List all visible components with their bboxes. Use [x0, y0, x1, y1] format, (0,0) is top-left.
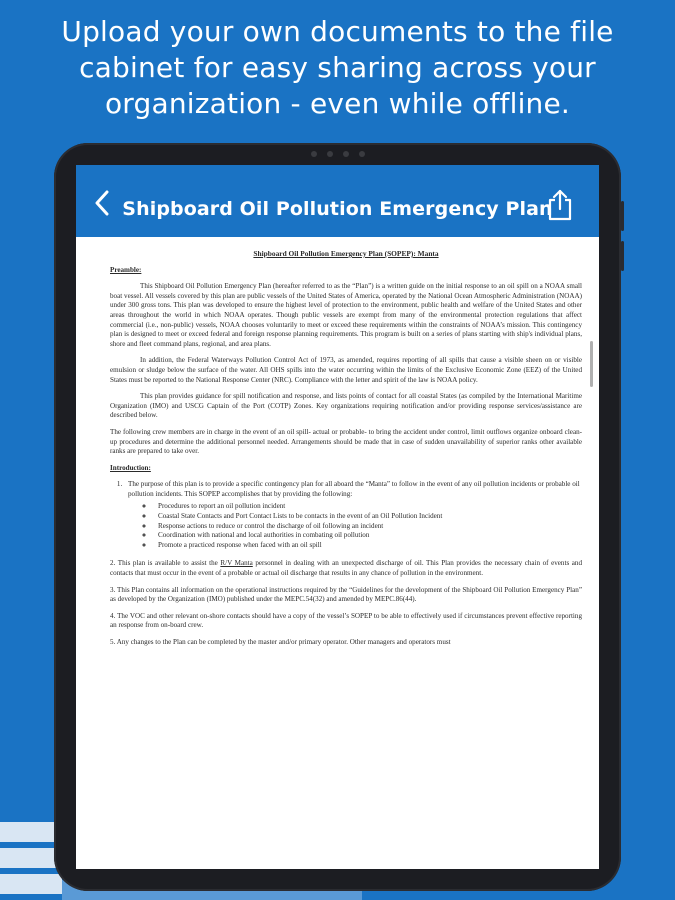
paragraph-2	[110, 559, 582, 578]
intro-item-text: The purpose of this plan is to provide a specific contingency plan for all aboard the “Manta” to follow in the event of any oil pollution incidents or probable oil pollution incidents. This SOPEP accomplishes that by providing the following:	[128, 480, 580, 498]
document-viewer[interactable]	[76, 237, 599, 869]
preamble-heading: Preamble:	[110, 265, 142, 274]
introduction-list	[110, 480, 582, 550]
decorative-shape	[0, 848, 62, 868]
preamble-paragraph: In addition, the Federal Waterways Pollution Control Act of 1973, as amended, requires reporting of all spills that cause a visible sheen on or visible emulsion or sludge below the surface of the water. All OHS spills into the water occurring within the limits of the Exclusive Economic Zone (EEZ) of the United States must be reported to the National Response Center (NRC). Compliance with the letter and spirit of the law is NOAA policy.	[110, 356, 582, 384]
paragraph-3: 3. This Plan contains all information on the operational instructions required by the “Guidelines for the development of the Shipboard Oil Pollution Emergency Plan” as developed by the Organization (IMO) published under the MEPC.54(32) and amended by MEPC.86(44).	[110, 585, 582, 604]
volume-down-button	[621, 241, 624, 271]
document-title: Shipboard Oil Pollution Emergency Plan	[122, 198, 553, 220]
preamble-paragraph: This Shipboard Oil Pollution Emergency Plan (hereafter referred to as the “Plan”) is a written guide on the initial response to an oil spill on a NOAA small boat vessel. All vessels covered by this plan are public vessels of the United States of America, operated by the National Ocean Atmospheric Administration (NOAA) under 300 gross tons. This plan was developed to ensure the highest level of protection to the environment, public health and welfare of the United States and other areas throughout the world in which NOAA operates. Though public vessels are exempt from many of the environmental protection regulations that affect commercial (i.e., non-public) vessels, NOAA chooses voluntarily to meet or exceed these requirements within the constraints of NOAA’s mission. This contingency plan is designed to meet or exceed federal and foreign response planning requirements. This program is built on a series of plans starting with ship's individual plans, shore and fleet command plans, regional, and area plans.	[110, 282, 582, 348]
tablet-device-frame	[54, 143, 621, 891]
decorative-shape	[0, 822, 62, 842]
headline-line-2: cabinet for easy sharing across your	[79, 51, 596, 84]
bullet-list	[128, 502, 582, 550]
decorative-shape	[0, 874, 62, 894]
list-item	[124, 480, 582, 550]
tablet-screen	[76, 165, 599, 869]
introduction-heading: Introduction:	[110, 463, 151, 472]
tablet-camera	[54, 151, 621, 157]
bullet-item: ◦ Coordination with national and local authorities in combating oil pollution	[154, 531, 582, 541]
bullet-item: ◦ Response actions to reduce or control the discharge of oil following an incident	[154, 522, 582, 532]
document-page	[110, 249, 582, 655]
para2-suffix: personnel in dealing with an unexpected discharge of oil. This Plan provides the necessary chain of events and contacts that must occur in the event of a probable or actual oil discharge that results in any chance of pollution in the environment.	[110, 559, 583, 578]
promo-headline	[0, 14, 675, 122]
bullet-item: ◦ Coastal State Contacts and Port Contact Lists to be contacts in the event of an Oil Pollution Incident	[154, 512, 582, 522]
vessel-name: R/V Manta	[220, 559, 253, 568]
paragraph-4: 4. The VOC and other relevant on-shore contacts should have a copy of the vessel’s SOPEP to be able to effectively used if circumstances prevent effective reporting an response from on-board crew.	[110, 611, 582, 630]
headline-line-1: Upload your own documents to the file	[61, 15, 614, 48]
app-bar	[76, 165, 599, 237]
share-button[interactable]	[545, 189, 575, 221]
para2-prefix: 2. This plan is available to assist the	[110, 559, 221, 568]
doc-heading: Shipboard Oil Pollution Emergency Plan (SOPEP): Manta	[253, 249, 439, 258]
crew-paragraph: The following crew members are in charge in the event of an oil spill- actual or probable- to bring the accident under control, limit outflows organize onboard clean-up procedures and determine the additional personnel needed. Arrangements should be made that in case of sudden unavailability of superior ranks other available ranks are prepared to take over.	[110, 427, 582, 456]
paragraph-5: 5. Any changes to the Plan can be completed by the master and/or primary operator. Other managers and operators must	[110, 638, 451, 646]
bullet-item: ◦ Procedures to report an oil pollution incident	[154, 502, 582, 512]
headline-line-3: organization - even while offline.	[104, 87, 571, 120]
share-icon	[547, 189, 573, 221]
document-scrollbar[interactable]	[590, 341, 593, 387]
bullet-item: ◦ Promote a practiced response when faced with an oil spill	[154, 541, 582, 551]
preamble-paragraph: This plan provides guidance for spill notification and response, and lists points of contact for all coastal States (as compiled by the International Maritime Organization (IMO) and USCG Captain of the Port (COTP) Zones. Key organizations requiring notification and/or providing response services/assistance are described below.	[110, 392, 582, 420]
volume-up-button	[621, 201, 624, 231]
